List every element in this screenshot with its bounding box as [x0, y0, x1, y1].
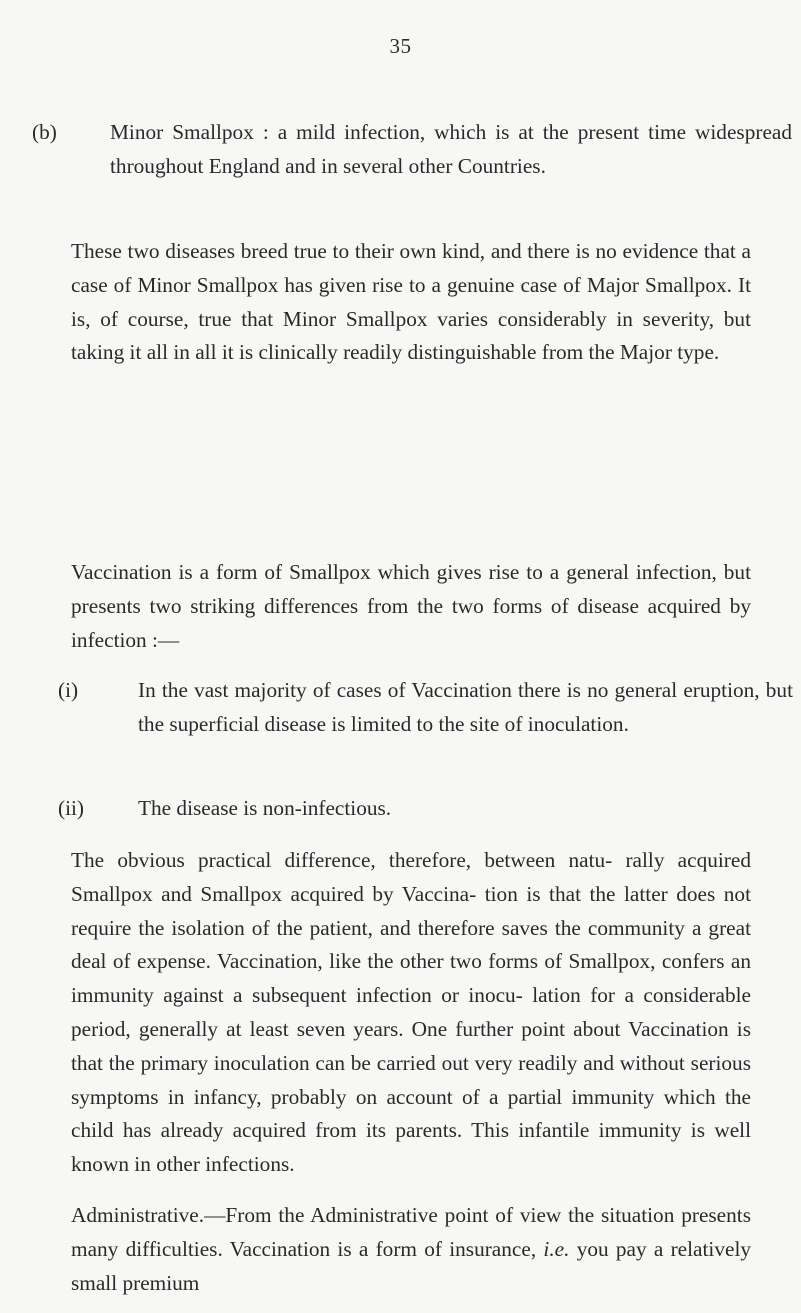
item-label-ii: (ii) [58, 796, 85, 820]
paragraph-vaccination-form: Vaccination is a form of Smallpox which gives rise to a general infection, but presents two striking differences from the two forms of disease acquired by infection :— [71, 560, 751, 652]
paragraph-administrative [71, 1199, 751, 1300]
administrative-text: Administrative.—From the Administrative point of view the situation presents many difficulties. Vaccination is a form of insurance, [71, 1203, 751, 1261]
administrative-italic: i.e. [543, 1236, 570, 1261]
item-label-b: (b) [32, 120, 57, 144]
paragraph-practical-difference: The obvious practical difference, therefore, between natu- rally acquired Smallpox and Smallpox acquired by Vaccina- tion is that the latter does not require the isolation of the patient, and therefore saves the community a great deal of expense. Vaccination, like the other two forms of Smallpox, confers an immunity against a subsequent infection or inocu- lation for a considerable period, generally at least seven years. One further point about Vaccination is that the primary inoculation can be carried out very readily and without serious symptoms in infancy, probably on account of a partial immunity which the child has already acquired from its parents. This infantile immunity is well known in other infections. [71, 848, 751, 1177]
difference-i-text: In the vast majority of cases of Vaccination there is no general eruption, but the superficial disease is limited to the site of inoculation. [138, 678, 793, 736]
paragraph-minor-smallpox [32, 116, 792, 184]
difference-ii-text: The disease is non-infectious. [138, 796, 392, 820]
paragraph-difference-i [58, 674, 793, 742]
paragraph-breed-true: These two diseases breed true to their own kind, and there is no evidence that a case of Minor Smallpox has given rise to a genuine case of Major Smallpox. It is, of course, true that Minor Smallpox varies considerably in severity, but taking it all in all it is clinically readily distinguishable from the Major type. [71, 239, 751, 365]
administrative-tail: you pay a relatively small premium [71, 1236, 752, 1295]
page-number: 35 [389, 34, 412, 58]
paragraph-difference-ii [58, 792, 793, 826]
minor-smallpox-text: Minor Smallpox : a mild infection, which is at the present time widespread throughout England and in several other Countries. [110, 120, 792, 178]
item-label-i: (i) [58, 678, 79, 702]
